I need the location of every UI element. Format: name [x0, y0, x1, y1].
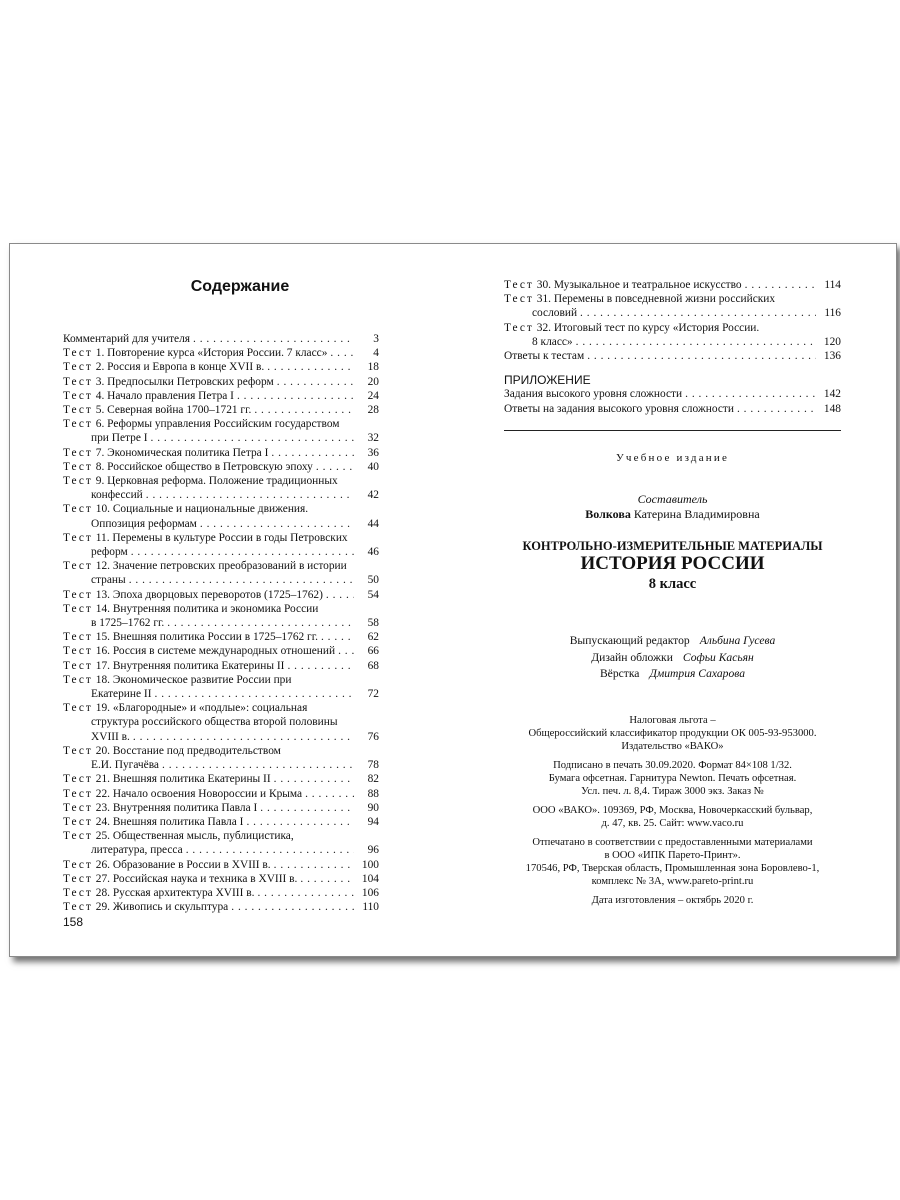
- imprint-block: [504, 714, 841, 913]
- toc-page-number: 46: [367, 546, 379, 559]
- toc-page-number: 4: [373, 347, 379, 360]
- dot-leader: [274, 772, 354, 786]
- toc-list-left: [63, 332, 379, 914]
- toc-entry-title: Тест 9. Церковная реформа. Положение традиционных: [63, 475, 338, 488]
- toc-entry-title: Тест 17. Внутренняя политика Екатерины II: [63, 659, 285, 672]
- test-word: Тест: [63, 744, 93, 757]
- test-word: Тест: [63, 503, 93, 516]
- toc-entry-title: Тест 18. Экономическое развитие России при: [63, 673, 292, 686]
- test-word: Тест: [63, 588, 93, 601]
- toc-page-number: 148: [823, 402, 841, 415]
- appendix-list: [504, 387, 841, 415]
- test-word: Тест: [63, 815, 93, 828]
- imprint-line: Налоговая льгота –: [629, 715, 716, 726]
- test-word: Тест: [63, 659, 93, 672]
- dot-leader: [580, 306, 816, 320]
- test-word: Тест: [63, 404, 93, 417]
- dot-leader: [305, 787, 354, 801]
- dot-leader: [155, 687, 355, 701]
- test-word: Тест: [63, 361, 93, 374]
- dot-leader: [254, 403, 354, 417]
- dot-leader: [338, 644, 354, 658]
- toc-entry: [63, 332, 379, 346]
- toc-page-number: 3: [373, 333, 379, 345]
- imprint-line: Общероссийский классификатор продукции ОК 005-93-953000.: [528, 728, 817, 739]
- toc-entry-title: реформ: [91, 546, 128, 559]
- toc-entry-title: Тест 15. Внешняя политика России в 1725–1762 гг.: [63, 631, 318, 644]
- dot-leader: [271, 446, 354, 460]
- toc-page-number: 36: [367, 446, 379, 459]
- dot-leader: [576, 335, 816, 349]
- imprint-line: комплекс № 3А, www.pareto-print.ru: [591, 876, 754, 887]
- dot-leader: [131, 545, 354, 559]
- toc-entry-title: Тест 12. Значение петровских преобразований в истории: [63, 560, 347, 573]
- toc-page-number: 32: [367, 432, 379, 445]
- toc-entry-title: конфессий: [91, 489, 143, 502]
- toc-entry: [63, 787, 379, 801]
- divider-rule: [504, 430, 841, 431]
- toc-entry: [63, 644, 379, 658]
- dot-leader: [287, 659, 354, 673]
- test-word: Тест: [63, 830, 93, 843]
- dot-leader: [167, 616, 354, 630]
- test-word: Тест: [63, 801, 93, 814]
- toc-entry-title: Тест 26. Образование в России в XVIII в.: [63, 858, 271, 871]
- toc-entry: [63, 417, 379, 445]
- imprint-paragraph: [504, 836, 841, 888]
- toc-page-number: 82: [367, 773, 379, 786]
- toc-entry: [63, 815, 379, 829]
- series-title: КОНТРОЛЬНО-ИЗМЕРИТЕЛЬНЫЕ МАТЕРИАЛЫ: [522, 539, 823, 553]
- toc-entry: [63, 403, 379, 417]
- imprint-line: 170546, РФ, Тверская область, Промышленная зона Боровлево-1,: [525, 863, 820, 874]
- toc-entry-title: Тест 28. Русская архитектура XVIII в.: [63, 886, 255, 899]
- toc-entry-title: Тест 24. Внешняя политика Павла I: [63, 815, 244, 828]
- toc-entry-title: Тест 22. Начало освоения Новороссии и Крыма: [63, 787, 303, 800]
- dot-leader: [330, 346, 354, 360]
- dot-leader: [745, 278, 816, 292]
- toc-page-number: 116: [824, 307, 841, 320]
- test-word: Тест: [63, 602, 93, 615]
- test-word: Тест: [504, 321, 534, 334]
- dot-leader: [737, 402, 816, 416]
- toc-entry: [63, 659, 379, 673]
- toc-entry-title: Задания высокого уровня сложности: [504, 388, 683, 401]
- toc-page-number: 42: [367, 489, 379, 502]
- dot-leader: [277, 375, 354, 389]
- author-given: Катерина Владимировна: [633, 507, 760, 521]
- dot-leader: [162, 758, 354, 772]
- imprint-paragraph: [504, 894, 841, 907]
- imprint-line: д. 47, кв. 25. Сайт: www.vaco.ru: [601, 818, 744, 829]
- dot-leader: [133, 730, 354, 744]
- toc-page-number: 76: [367, 730, 379, 743]
- test-word: Тест: [504, 279, 534, 291]
- toc-entry: [63, 502, 379, 530]
- credit-line: [504, 666, 841, 683]
- toc-entry: [63, 389, 379, 403]
- toc-entry-title: Тест 8. Российское общество в Петровскую эпоху: [63, 460, 313, 473]
- credit-role: Вёрстка: [599, 667, 640, 680]
- toc-page-number: 90: [367, 801, 379, 814]
- toc-page-number: 24: [367, 389, 379, 402]
- toc-entry-title: Тест 7. Экономическая политика Петра I: [63, 446, 269, 459]
- toc-entry: [63, 375, 379, 389]
- toc-entry: [504, 387, 841, 401]
- toc-entry: [504, 278, 841, 292]
- test-word: Тест: [63, 673, 93, 686]
- toc-entry-title: структура российского общества второй половины: [91, 716, 338, 729]
- credit-line: [504, 633, 841, 650]
- toc-entry: [63, 446, 379, 460]
- test-word: Тест: [63, 460, 93, 473]
- dot-leader: [129, 573, 354, 587]
- toc-page-number: 78: [367, 759, 379, 772]
- test-word: Тест: [63, 872, 93, 885]
- dot-leader: [274, 858, 354, 872]
- imprint-paragraph: [504, 804, 841, 830]
- toc-entry: [63, 346, 379, 360]
- toc-entry-title: Тест 32. Итоговый тест по курсу «История России.: [504, 321, 760, 334]
- dot-leader: [321, 630, 354, 644]
- test-word: Тест: [63, 560, 93, 573]
- toc-entry-title: Тест 16. Россия в системе международных отношений: [63, 645, 336, 658]
- toc-entry-title: Екатерине II: [91, 688, 152, 701]
- toc-page-number: 40: [367, 460, 379, 473]
- toc-entry-title: литература, пресса: [91, 844, 183, 857]
- toc-entry: [63, 801, 379, 815]
- test-word: Тест: [504, 293, 534, 306]
- compiler-label: Составитель: [637, 492, 708, 506]
- toc-entry-title: Тест 25. Общественная мысль, публицистика,: [63, 830, 294, 843]
- toc-entry-title: Тест 13. Эпоха дворцовых переворотов (1725–1762): [63, 588, 323, 601]
- test-word: Тест: [63, 773, 93, 786]
- dot-leader: [246, 815, 354, 829]
- toc-entry-title: Тест 4. Начало правления Петра I: [63, 389, 234, 402]
- toc-entry: [63, 460, 379, 474]
- toc-page-number: 136: [823, 350, 841, 363]
- toc-entry: [504, 402, 841, 416]
- imprint-line: Отпечатано в соответствии с предоставленными материалами: [532, 837, 813, 848]
- toc-entry-title: Ответы к тестам: [504, 350, 585, 363]
- toc-page-number: 66: [367, 645, 379, 658]
- toc-entry: [63, 588, 379, 602]
- test-word: Тест: [63, 347, 93, 360]
- toc-title: Содержание: [190, 278, 290, 295]
- imprint-line: Усл. печ. л. 8,4. Тираж 3000 экз. Заказ №: [581, 786, 764, 797]
- dot-leader: [193, 332, 354, 346]
- dot-leader: [200, 517, 354, 531]
- toc-entry-title: Тест 23. Внутренняя политика Павла I: [63, 801, 258, 814]
- dot-leader: [151, 431, 354, 445]
- imprint-line: в ООО «ИПК Парето-Принт».: [604, 850, 741, 861]
- author-name: [504, 507, 841, 522]
- toc-entry-title: при Петре I: [91, 432, 148, 445]
- toc-page-number: 28: [367, 404, 379, 417]
- toc-entry-title: Тест 1. Повторение курса «История России. 7 класс»: [63, 347, 328, 360]
- toc-entry-title: Тест 11. Перемены в культуре России в годы Петровских: [63, 531, 348, 544]
- toc-page-number: 104: [361, 872, 379, 885]
- imprint-line: Бумага офсетная. Гарнитура Newton. Печать офсетная.: [548, 773, 797, 784]
- toc-entry-title: Комментарий для учителя: [63, 333, 191, 345]
- imprint-line: Издательство «ВАКО»: [621, 741, 724, 752]
- dot-leader: [146, 488, 354, 502]
- toc-entry: [63, 772, 379, 786]
- test-word: Тест: [63, 446, 93, 459]
- test-word: Тест: [63, 645, 93, 658]
- toc-page-number: 94: [367, 815, 379, 828]
- toc-page-number: 72: [367, 688, 379, 701]
- toc-entry-title: сословий: [532, 307, 578, 320]
- dot-leader: [260, 801, 354, 815]
- test-word: Тест: [63, 389, 93, 402]
- imprint-line: Дата изготовления – октябрь 2020 г.: [591, 895, 754, 906]
- toc-entry: [63, 559, 379, 587]
- toc-page-number: 62: [367, 631, 379, 644]
- dot-leader: [326, 588, 354, 602]
- toc-entry: [504, 292, 841, 320]
- toc-entry-title: XVIII в.: [91, 730, 130, 743]
- toc-entry: [63, 900, 379, 914]
- toc-entry-title: Тест 5. Северная война 1700–1721 гг.: [63, 404, 252, 417]
- imprint-line: Подписано в печать 30.09.2020. Формат 84×108 1/32.: [553, 760, 792, 771]
- toc-page-number: 54: [367, 588, 379, 601]
- toc-entry-title: Тест 10. Социальные и национальные движения.: [63, 503, 309, 516]
- toc-entry-title: Тест 6. Реформы управления Российским государством: [63, 418, 340, 431]
- toc-continued: [504, 278, 841, 363]
- toc-entry-title: страны: [91, 574, 126, 587]
- toc-entry-title: Тест 29. Живопись и скульптура: [63, 901, 229, 914]
- imprint-paragraph: [504, 714, 841, 753]
- toc-page-number: 58: [367, 617, 379, 630]
- dot-leader: [316, 460, 354, 474]
- toc-entry-title: Тест 14. Внутренняя политика и экономика России: [63, 602, 319, 615]
- test-word: Тест: [63, 631, 93, 644]
- toc-page-number: 20: [367, 375, 379, 388]
- page-number: 158: [63, 915, 84, 929]
- toc-page-number: 50: [367, 574, 379, 587]
- imprint-line: ООО «ВАКО». 109369, РФ, Москва, Новочеркасский бульвар,: [532, 805, 813, 816]
- toc-entry: [63, 602, 379, 630]
- toc-entry-title: Оппозиция реформам: [91, 517, 197, 530]
- test-word: Тест: [63, 702, 93, 715]
- toc-page-number: 18: [367, 361, 379, 374]
- toc-entry-title: Тест 2. Россия и Европа в конце XVII в.: [63, 361, 265, 374]
- credit-line: [504, 650, 841, 667]
- toc-page-number: 110: [362, 901, 379, 914]
- toc-entry-title: 8 класс»: [532, 335, 573, 348]
- test-word: Тест: [63, 475, 93, 488]
- toc-entry: [63, 701, 379, 744]
- dot-leader: [237, 389, 354, 403]
- test-word: Тест: [63, 418, 93, 431]
- toc-entry: [63, 474, 379, 502]
- test-word: Тест: [63, 531, 93, 544]
- toc-entry-title: Е.И. Пугачёва: [91, 759, 159, 772]
- toc-entry-title: Ответы на задания высокого уровня сложности: [504, 402, 734, 415]
- test-word: Тест: [63, 858, 93, 871]
- dot-leader: [300, 872, 354, 886]
- toc-page-number: 114: [824, 279, 841, 291]
- test-word: Тест: [63, 886, 93, 899]
- toc-entry-title: Тест 21. Внешняя политика Екатерины II: [63, 773, 271, 786]
- dot-leader: [231, 900, 354, 914]
- toc-entry: [63, 858, 379, 872]
- toc-entry: [63, 872, 379, 886]
- toc-entry-title: Тест 19. «Благородные» и «подлые»: социальная: [63, 702, 308, 715]
- toc-entry-title: Тест 27. Российская наука и техника в XVIII в.: [63, 872, 298, 885]
- toc-page-number: 106: [361, 886, 379, 899]
- toc-entry: [63, 886, 379, 900]
- toc-page-number: 100: [361, 858, 379, 871]
- toc-page-number: 120: [823, 335, 841, 348]
- credit-name: Альбина Гусева: [699, 634, 776, 647]
- book-title: ИСТОРИЯ РОССИИ: [580, 553, 765, 574]
- dot-leader: [257, 886, 354, 900]
- author-surname: Волкова: [585, 507, 631, 521]
- toc-page-number: 142: [823, 388, 841, 401]
- test-word: Тест: [63, 375, 93, 388]
- toc-entry: [63, 630, 379, 644]
- dot-leader: [685, 387, 816, 401]
- toc-entry: [63, 531, 379, 559]
- toc-page-number: 68: [367, 659, 379, 672]
- toc-page-number: 44: [367, 517, 379, 530]
- dot-leader: [587, 349, 816, 363]
- credits-block: [504, 633, 841, 683]
- toc-entry: [63, 744, 379, 772]
- dot-leader: [186, 843, 354, 857]
- toc-entry-title: Тест 31. Перемены в повседневной жизни российских: [504, 293, 776, 306]
- appendix-heading: ПРИЛОЖЕНИЕ: [504, 373, 591, 388]
- toc-page-number: 88: [367, 787, 379, 800]
- toc-entry: [63, 829, 379, 857]
- book-spread: [9, 243, 897, 957]
- credit-name: Софьи Касьян: [682, 650, 754, 664]
- edition-type: Учебное издание: [615, 452, 730, 464]
- toc-entry-title: Тест 3. Предпосылки Петровских реформ: [63, 375, 274, 388]
- toc-page-number: 96: [367, 844, 379, 857]
- credit-role: Дизайн обложки: [591, 650, 673, 664]
- toc-entry-title: Тест 30. Музыкальное и театральное искусство: [504, 279, 742, 291]
- toc-list-right: [504, 278, 841, 416]
- toc-entry: [504, 349, 841, 363]
- test-word: Тест: [63, 787, 93, 800]
- grade-label: 8 класс: [648, 576, 697, 592]
- imprint-paragraph: [504, 759, 841, 798]
- toc-entry: [504, 321, 841, 349]
- toc-entry: [63, 673, 379, 701]
- toc-entry-title: в 1725–1762 гг.: [91, 617, 165, 630]
- toc-entry: [63, 360, 379, 374]
- toc-entry-title: Тест 20. Восстание под предводительством: [63, 744, 281, 757]
- dot-leader: [267, 360, 354, 374]
- test-word: Тест: [63, 901, 93, 914]
- credit-role: Выпускающий редактор: [569, 634, 690, 647]
- credit-name: Дмитрия Сахарова: [649, 667, 746, 680]
